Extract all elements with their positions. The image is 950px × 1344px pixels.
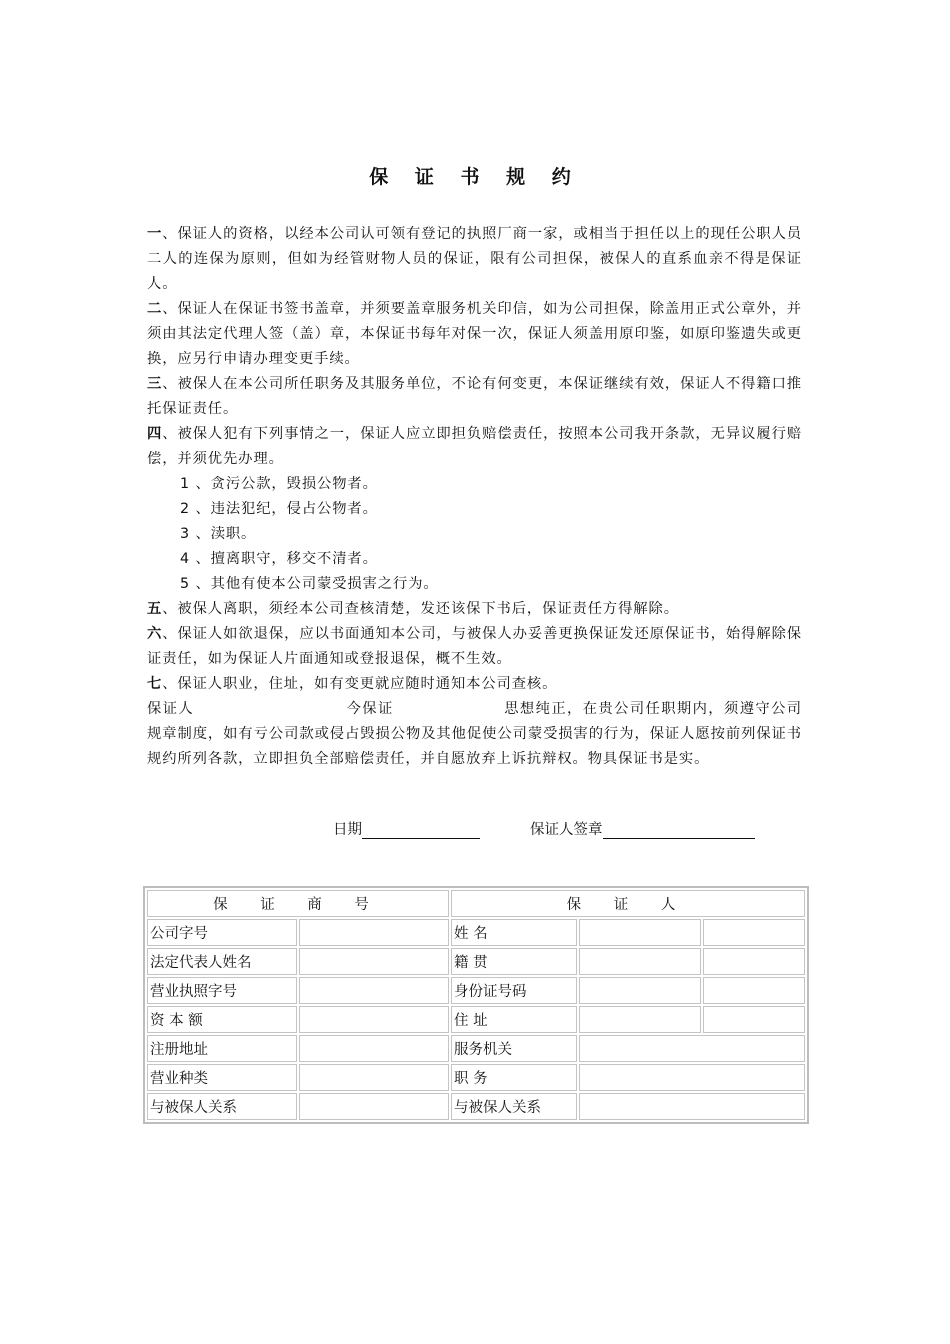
clause-text: 、被保人在本公司所任职务及其服务单位，不论有何变更，本保证继续有效，保证人不得籍口推托保证责任。 xyxy=(147,376,802,417)
person-field-input-extra[interactable] xyxy=(703,919,805,946)
clause-text: 、保证人在保证书签书盖章，并须要盖章服务机关印信，如为公司担保，除盖用正式公章外，并须由其法定代理人签（盖）章，本保证书每年对保一次，保证人须盖用原印鉴，如原印鉴遗失或更换，应另行申请办理变更手续。 xyxy=(147,301,802,367)
list-item: 3 、渎职。 xyxy=(180,526,257,542)
guarantee-label: 今保证 xyxy=(346,701,394,717)
person-field-label: 职 务 xyxy=(451,1064,577,1091)
company-field-label: 公司字号 xyxy=(147,919,297,946)
clause-6 xyxy=(147,622,802,672)
clause-number: 五 xyxy=(147,601,163,617)
company-field-input[interactable] xyxy=(299,977,449,1004)
date-field[interactable] xyxy=(362,822,480,839)
clause-1 xyxy=(147,222,802,297)
document-title: 保 证 书 规 约 xyxy=(369,166,581,188)
person-field-label: 服务机关 xyxy=(451,1035,577,1062)
statement-text: 思想纯正，在贵公司任职期内，须遵守公司规章制度，如有亏公司款或侵占毁损公物及其他促使公司蒙受损害的行为，保证人愿按前列保证书规约所列各款，立即担负全部赔偿责任，并自愿放弃上诉抗辩权。物具保证书是实。 xyxy=(147,701,803,767)
clause-number: 三 xyxy=(147,376,163,392)
table-row xyxy=(147,1035,805,1062)
person-field-input-extra[interactable] xyxy=(703,948,805,975)
person-field-input[interactable] xyxy=(579,1093,805,1120)
signature-field[interactable] xyxy=(603,822,755,839)
clause-text: 、保证人如欲退保，应以书面通知本公司，与被保人办妥善更换保证发还原保证书，始得解除保证责任，如为保证人片面通知或登报退保，概不生效。 xyxy=(147,626,802,667)
clause-5 xyxy=(147,597,802,622)
clause-number: 二 xyxy=(147,301,163,317)
clause-number: 一 xyxy=(147,226,163,242)
company-field-input[interactable] xyxy=(299,919,449,946)
person-field-input-extra[interactable] xyxy=(703,977,805,1004)
person-field-input-extra[interactable] xyxy=(703,1006,805,1033)
clause-number: 七 xyxy=(147,676,163,692)
table-header-row xyxy=(147,890,805,917)
company-field-label: 与被保人关系 xyxy=(147,1093,297,1120)
table-row xyxy=(147,1006,805,1033)
clause-2 xyxy=(147,297,802,372)
person-field-input[interactable] xyxy=(579,948,701,975)
table-row xyxy=(147,919,805,946)
company-field-input[interactable] xyxy=(299,1093,449,1120)
company-field-label: 资 本 额 xyxy=(147,1006,297,1033)
clause-7 xyxy=(147,672,802,697)
table-row xyxy=(147,948,805,975)
clause-4 xyxy=(147,422,802,472)
person-field-label: 籍 贯 xyxy=(451,948,577,975)
clause-text: 、被保人犯有下列事情之一，保证人应立即担负赔偿责任，按照本公司我开条款，无异议履行赔偿，并须优先办理。 xyxy=(147,426,802,467)
table-row xyxy=(147,977,805,1004)
person-field-input[interactable] xyxy=(579,977,701,1004)
list-item: 2 、违法犯纪，侵占公物者。 xyxy=(180,501,378,517)
table-row xyxy=(147,1093,805,1120)
signature-row xyxy=(333,818,755,839)
person-field-input[interactable] xyxy=(579,1006,701,1033)
person-field-input[interactable] xyxy=(579,1064,805,1091)
guarantee-statement xyxy=(147,697,802,772)
guarantor-label: 保证人 xyxy=(147,701,195,717)
person-field-input[interactable] xyxy=(579,919,701,946)
clause-number: 四 xyxy=(147,426,163,442)
person-field-label: 住 址 xyxy=(451,1006,577,1033)
list-item: 1 、贪污公款，毁损公物者。 xyxy=(180,476,378,492)
guarantee-form-table xyxy=(143,886,806,1124)
company-field-label: 营业执照字号 xyxy=(147,977,297,1004)
list-item: 5 、其他有使本公司蒙受损害之行为。 xyxy=(180,576,439,592)
document-body xyxy=(147,222,802,772)
company-field-input[interactable] xyxy=(299,948,449,975)
person-field-input[interactable] xyxy=(579,1035,805,1062)
person-field-label: 身份证号码 xyxy=(451,977,577,1004)
clause-number: 六 xyxy=(147,626,163,642)
guarantor-company-header: 保 证 商 号 xyxy=(147,890,449,917)
signature-label: 保证人签章 xyxy=(530,822,603,838)
list-item: 4 、擅离职守，移交不清者。 xyxy=(180,551,378,567)
date-label: 日期 xyxy=(333,822,362,838)
table-row xyxy=(147,1064,805,1091)
company-field-input[interactable] xyxy=(299,1064,449,1091)
company-field-input[interactable] xyxy=(299,1035,449,1062)
clause-text: 、保证人的资格，以经本公司认可领有登记的执照厂商一家，或相当于担任以上的现任公职人员二人的连保为原则，但如为经管财物人员的保证，限有公司担保，被保人的直系血亲不得是保证人。 xyxy=(147,226,802,292)
company-field-label: 注册地址 xyxy=(147,1035,297,1062)
clause-text: 、被保人离职，须经本公司查核清楚，发还该保下书后，保证责任方得解除。 xyxy=(162,601,679,617)
company-field-label: 营业种类 xyxy=(147,1064,297,1091)
clause-text: 、保证人职业，住址，如有变更就应随时通知本公司查核。 xyxy=(162,676,558,692)
person-field-label: 姓 名 xyxy=(451,919,577,946)
clause-3 xyxy=(147,372,802,422)
company-field-input[interactable] xyxy=(299,1006,449,1033)
person-field-label: 与被保人关系 xyxy=(451,1093,577,1120)
company-field-label: 法定代表人姓名 xyxy=(147,948,297,975)
guarantor-person-header: 保 证 人 xyxy=(451,890,805,917)
